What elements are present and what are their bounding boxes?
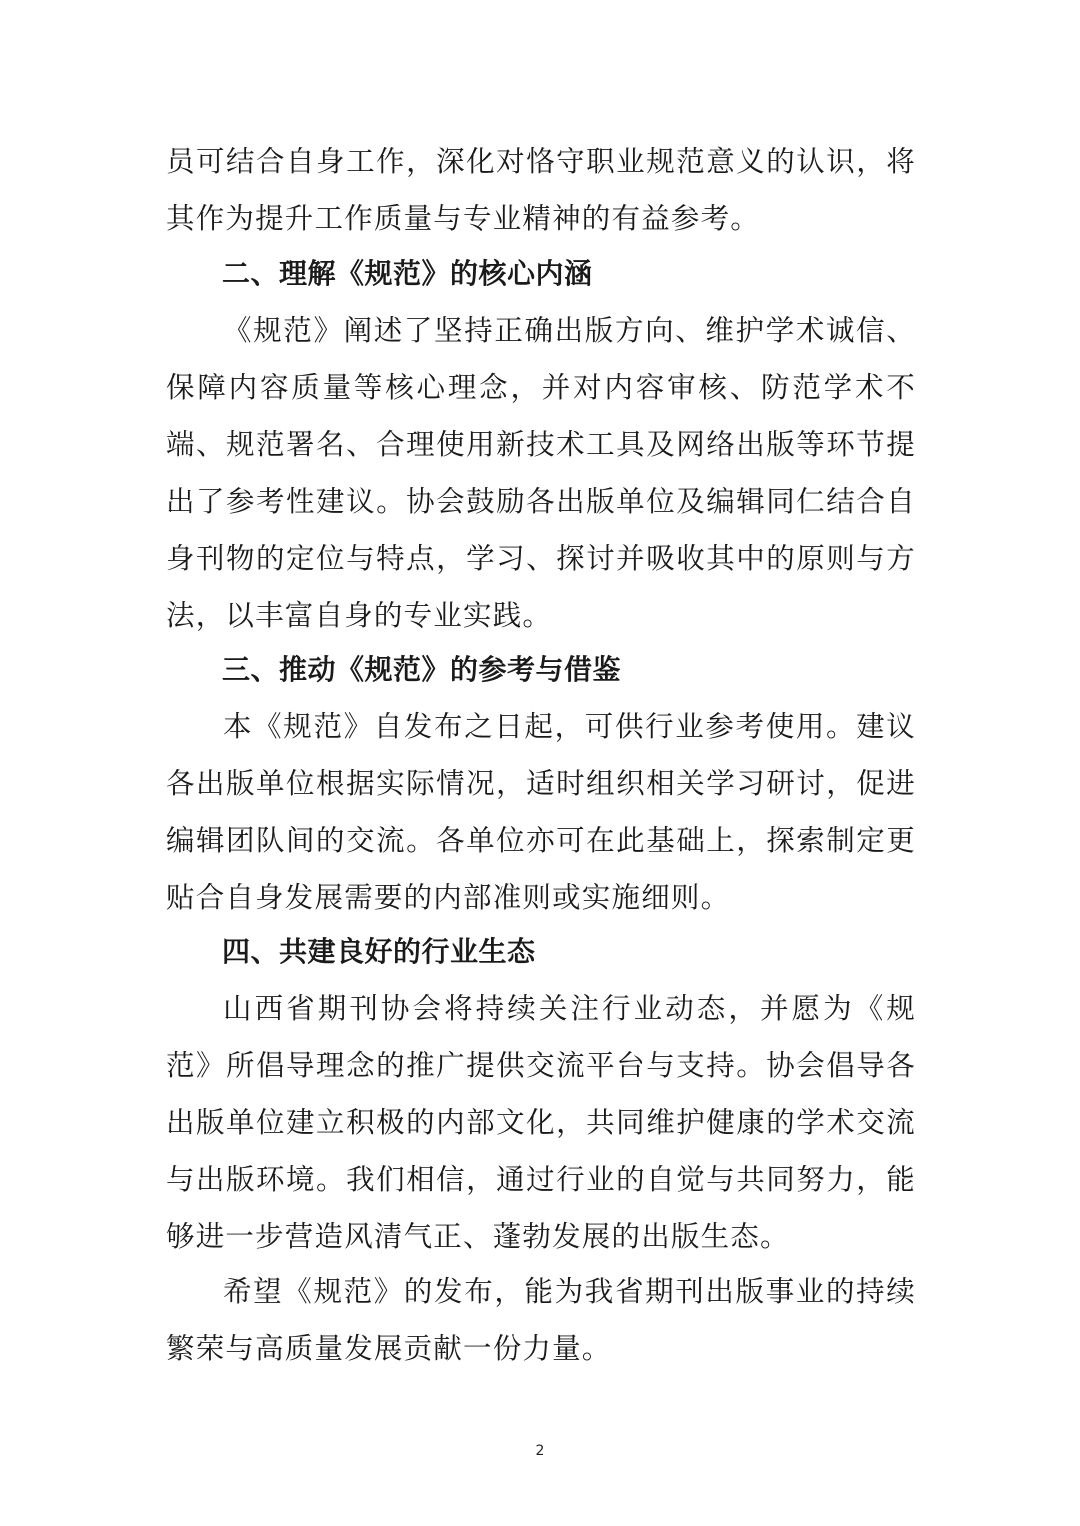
intro-paragraph: 员可结合自身工作，深化对恪守职业规范意义的认识，将其作为提升工作质量与专业精神的有益参考。 <box>166 145 916 235</box>
section-heading-3: 三、推动《规范》的参考与借鉴 <box>222 653 622 686</box>
section-paragraph-4: 山西省期刊协会将持续关注行业动态，并愿为《规范》所倡导理念的推广提供交流平台与支持。协会倡导各出版单位建立积极的内部文化，共同维护健康的学术交流与出版环境。我们相信，通过行业的自觉与共同努力，能够进一步营造风清气正、蓬勃发展的出版生态。 <box>166 992 916 1253</box>
closing-paragraph: 希望《规范》的发布，能为我省期刊出版事业的持续繁荣与高质量发展贡献一份力量。 <box>166 1275 916 1365</box>
page-number: 2 <box>535 1443 545 1459</box>
section-heading-2: 二、理解《规范》的核心内涵 <box>222 257 593 290</box>
section-paragraph-3: 本《规范》自发布之日起，可供行业参考使用。建议各出版单位根据实际情况，适时组织相关学习研讨，促进编辑团队间的交流。各单位亦可在此基础上，探索制定更贴合自身发展需要的内部准则或实施细则。 <box>166 710 916 914</box>
section-paragraph-2: 《规范》阐述了坚持正确出版方向、维护学术诚信、保障内容质量等核心理念，并对内容审核、防范学术不端、规范署名、合理使用新技术工具及网络出版等环节提出了参考性建议。协会鼓励各出版单位及编辑同仁结合自身刊物的定位与特点，学习、探讨并吸收其中的原则与方法，以丰富自身的专业实践。 <box>166 314 916 632</box>
section-heading-4: 四、共建良好的行业生态 <box>222 935 536 968</box>
